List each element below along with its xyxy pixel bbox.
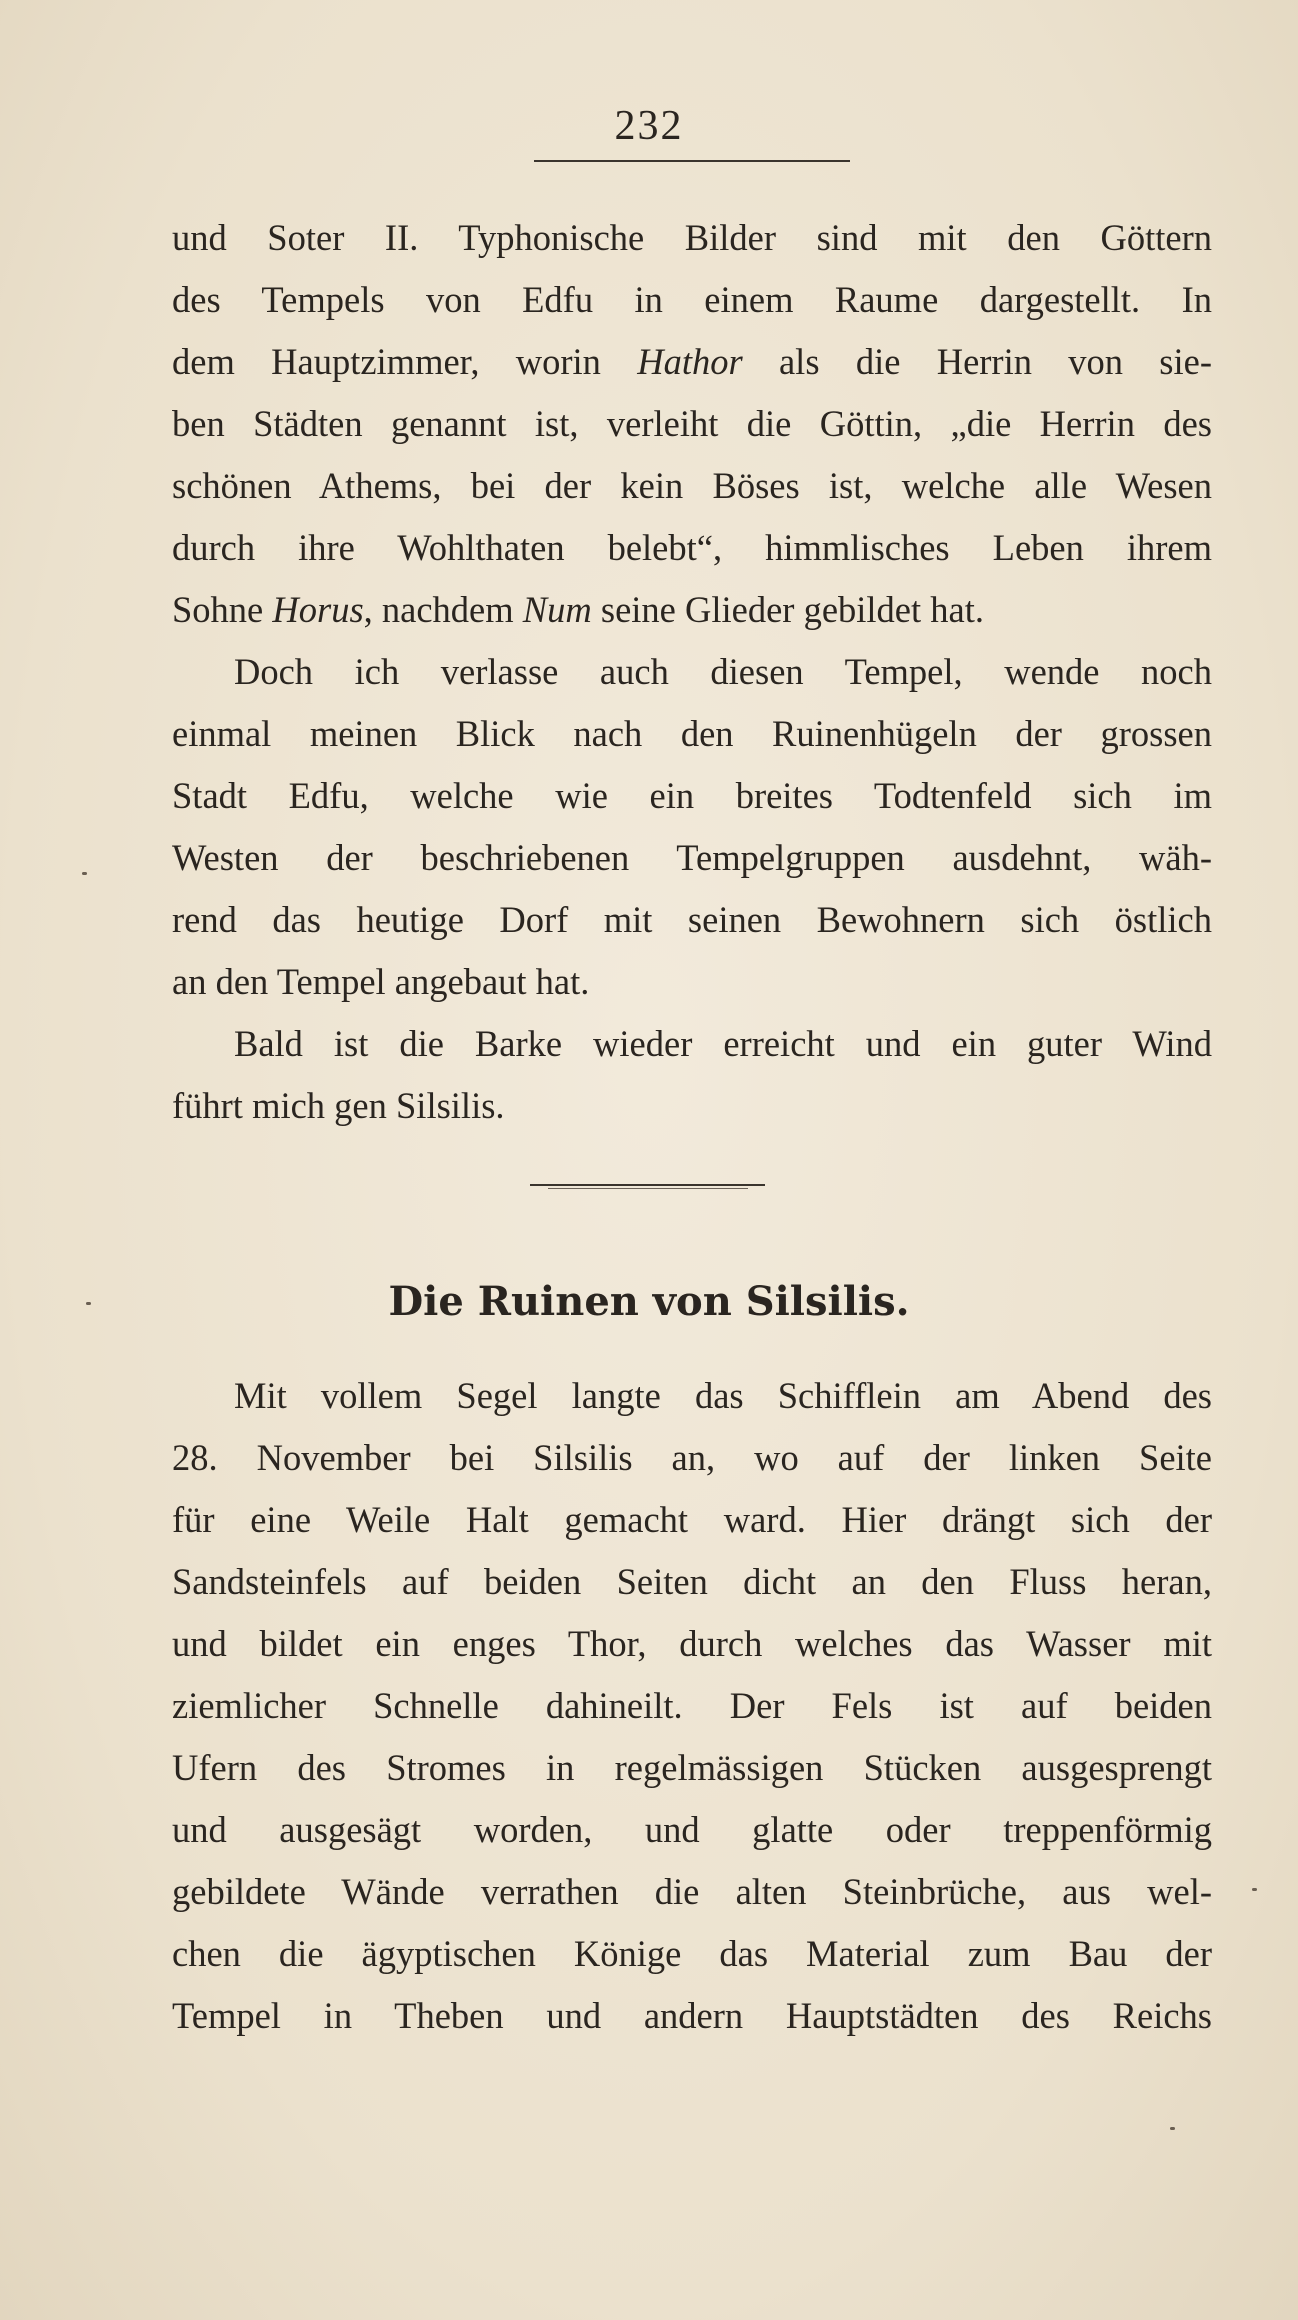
italic-name: Num [522,589,592,630]
text-line: Bald ist die Barke wieder erreicht und ein guter Wind [234,1023,1212,1064]
text-line: schönen Athems, bei der kein Böses ist, welche alle Wesen [172,465,1212,506]
text-segment: Sohne [172,589,273,630]
text-line: Doch ich verlasse auch diesen Tempel, wende noch [234,651,1212,692]
section-heading: Die Ruinen von Silsilis. [388,1278,910,1325]
paper-speck [1252,1888,1257,1891]
paper-speck [82,872,87,875]
text-line: rend das heutige Dorf mit seinen Bewohnern sich östlich [172,899,1212,940]
italic-name: Horus [272,589,364,630]
text-segment: seine Glieder gebildet hat. [591,589,984,630]
page-number: 232 [614,103,684,149]
section-divider [530,1184,765,1186]
text-line: Ufern des Stromes in regelmässigen Stücken ausgesprengt [172,1747,1212,1788]
text-line: ben Städten genannt ist, verleiht die Göttin, „die Herrin des [172,403,1212,444]
text-line: einmal meinen Blick nach den Ruinenhügeln der grossen [172,713,1212,754]
italic-name: Hathor [637,341,743,382]
text-line: und ausgesägt worden, und glatte oder treppenförmig [172,1809,1212,1850]
text-line: und Soter II. Typhonische Bilder sind mit den Göttern [172,217,1212,258]
text-line [172,331,1212,393]
text-segment: als die Herrin von sie- [778,341,1212,382]
paper-speck [1170,2127,1175,2130]
text-line: führt mich gen Silsilis. [172,1085,505,1126]
text-line: Tempel in Theben und andern Hauptstädten des Reichs [172,1995,1212,2036]
paper-speck [86,1302,91,1305]
text-line: gebildete Wände verrathen die alten Steinbrüche, aus wel- [172,1871,1212,1912]
text-line: Mit vollem Segel langte das Schifflein am Abend des [234,1375,1212,1416]
section-divider-thin [548,1188,748,1189]
text-line: an den Tempel angebaut hat. [172,961,590,1002]
text-line: des Tempels von Edfu in einem Raume dargestellt. In [172,279,1212,320]
text-line: Sandsteinfels auf beiden Seiten dicht an den Fluss heran, [172,1561,1212,1602]
text-line: 28. November bei Silsilis an, wo auf der linken Seite [172,1437,1212,1478]
text-line: und bildet ein enges Thor, durch welches das Wasser mit [172,1623,1212,1664]
text-line: Stadt Edfu, welche wie ein breites Todtenfeld sich im [172,775,1212,816]
text-line: durch ihre Wohlthaten belebt“, himmlisches Leben ihrem [172,527,1212,568]
text-segment: , nachdem [363,589,523,630]
header-rule [534,160,850,162]
text-segment: dem Hauptzimmer, worin [172,341,638,382]
text-line: für eine Weile Halt gemacht ward. Hier drängt sich der [172,1499,1212,1540]
text-line: Westen der beschriebenen Tempelgruppen ausdehnt, wäh- [172,837,1212,878]
text-line [172,579,1212,641]
text-line: chen die ägyptischen Könige das Material zum Bau der [172,1933,1212,1974]
text-line: ziemlicher Schnelle dahineilt. Der Fels ist auf beiden [172,1685,1212,1726]
